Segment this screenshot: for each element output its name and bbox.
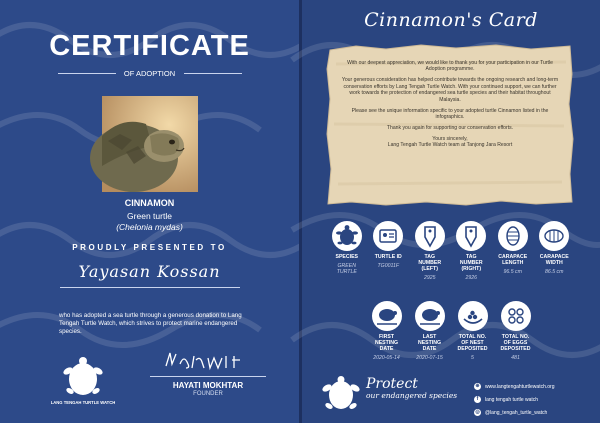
info-cell-carapace-length: [492, 221, 534, 275]
info-label: TAG NUMBER (LEFT): [418, 254, 442, 272]
info-label: CARAPACE WIDTH: [539, 254, 569, 266]
eggs-icon: [501, 301, 531, 331]
info-label: CARAPACE LENGTH: [498, 254, 528, 266]
turtle-photo: [102, 96, 198, 192]
nesting-turtle-icon: [415, 301, 445, 331]
instagram-icon: ◎: [475, 409, 480, 415]
facebook-icon: f: [474, 396, 481, 403]
turtle-icon: [332, 221, 362, 251]
website-link[interactable]: [474, 382, 555, 391]
signature-line: [150, 376, 266, 377]
adoption-description: who has adopted a sea turtle through a generous donation to Lang Tengah Turtle Watch, which strives to protect marine endangered species.: [59, 312, 242, 336]
info-cell-tag-number-right: [451, 221, 493, 281]
carapace-length-icon: [498, 221, 528, 251]
info-value: 2020-07-15: [416, 355, 443, 361]
info-value: GREEN TURTLE: [336, 263, 357, 275]
thank-you-letter: [338, 60, 562, 153]
info-label: TOTAL NO. OF EGGS DEPOSITED: [500, 334, 531, 352]
recipient-underline: [60, 287, 240, 288]
facebook-text: lang tengah turtle watch: [485, 396, 539, 403]
certificate-subtitle: OF ADOPTION: [123, 69, 176, 78]
nesting-turtle-icon: [372, 301, 402, 331]
turtle-card-panel: [302, 0, 600, 423]
info-label: TURTLE ID: [374, 254, 402, 260]
certificate-title: CERTIFICATE: [49, 30, 250, 62]
protect-subheading: our endangered species: [366, 391, 458, 400]
website-text: www.langtengahturtlewatch.org: [485, 383, 555, 390]
info-label: TAG NUMBER (RIGHT): [459, 254, 483, 272]
card-title: Cinnamon's Card: [364, 9, 538, 31]
info-cell-carapace-width: [534, 221, 576, 275]
nest-icon: [458, 301, 488, 331]
letter-paragraph: Thank you again for supporting our conservation efforts.: [386, 125, 514, 132]
tag-icon: [415, 221, 445, 251]
info-cell-tag-number-left: [409, 221, 451, 281]
info-label: FIRST NESTING DATE: [374, 334, 399, 352]
info-value: 96.5 cm: [503, 269, 522, 275]
turtle-info-row-1: [326, 221, 576, 301]
info-label: LAST NESTING DATE: [417, 334, 442, 352]
info-value: 2020-05-14: [373, 355, 400, 361]
turtle-name: CINNAMON: [124, 198, 175, 208]
info-cell-total-no-of-eggs-deposited: [494, 301, 537, 361]
info-cell-turtle-id: [368, 221, 410, 269]
founder-signature: [160, 350, 250, 372]
info-value: 86.5 cm: [545, 269, 564, 275]
turtle-scientific-name: (Chelonia mydas): [116, 222, 183, 232]
protect-heading: Protect: [366, 376, 418, 392]
founder-role: FOUNDER: [193, 391, 223, 397]
info-value: 5: [471, 355, 474, 361]
info-cell-species: [326, 221, 368, 275]
tag-icon: [456, 221, 486, 251]
letter-paragraph: Please see the unique information specific to your adopted turtle Cinnamon listed in the infographics.: [351, 107, 549, 121]
info-label: SPECIES: [335, 254, 358, 260]
info-value: 2926: [465, 275, 478, 281]
presented-to-label: PROUDLY PRESENTED TO: [72, 243, 227, 252]
turtle-species: Green turtle: [127, 211, 172, 221]
letter-paragraph: Your generous consideration has helped contribute towards the ongoing research and long-term conservation efforts by Lang Tengah Turtle Watch. With your continued support, we can further work towards the protection of endangered sea turtle species and their habitat throughout Malaysia.: [341, 77, 559, 103]
instagram-link[interactable]: [474, 408, 547, 417]
info-value: TG0011F: [377, 263, 400, 269]
info-value: 481: [511, 355, 520, 361]
lang-tengah-turtle-watch-logo: [50, 357, 116, 407]
letter-signoff: Yours sincerely, Lang Tengah Turtle Watch team at Tanjong Jara Resort: [387, 136, 513, 149]
facebook-link[interactable]: [474, 395, 538, 404]
globe-icon: ⊕: [475, 383, 480, 389]
svg-text:Hyp. Mkhtr: Hyp. Mkhtr: [160, 350, 165, 351]
carapace-width-icon: [539, 221, 569, 251]
instagram-text: @lang_tengah_turtle_watch: [485, 409, 548, 416]
title-divider-right: [184, 73, 242, 74]
info-cell-first-nesting-date: [365, 301, 408, 361]
recipient-name: Yayasan Kossan: [78, 262, 221, 281]
id-card-icon: [373, 221, 403, 251]
lang-tengah-turtle-watch-logo: [320, 376, 362, 414]
certificate-panel: [0, 0, 299, 423]
info-cell-total-no-of-nest-deposited: [451, 301, 494, 361]
logo-text: LANG TENGAH TURTLE WATCH: [50, 400, 116, 405]
founder-name: HAYATI MOKHTAR: [172, 381, 244, 390]
letter-paragraph: With our deepest appreciation, we would like to thank you for your participation in our Turtle Adoption programme.: [347, 60, 553, 73]
info-cell-last-nesting-date: [408, 301, 451, 361]
info-label: TOTAL NO. OF NEST DEPOSITED: [457, 334, 488, 352]
turtle-info-row-2: [365, 301, 537, 371]
info-value: 2925: [423, 275, 436, 281]
